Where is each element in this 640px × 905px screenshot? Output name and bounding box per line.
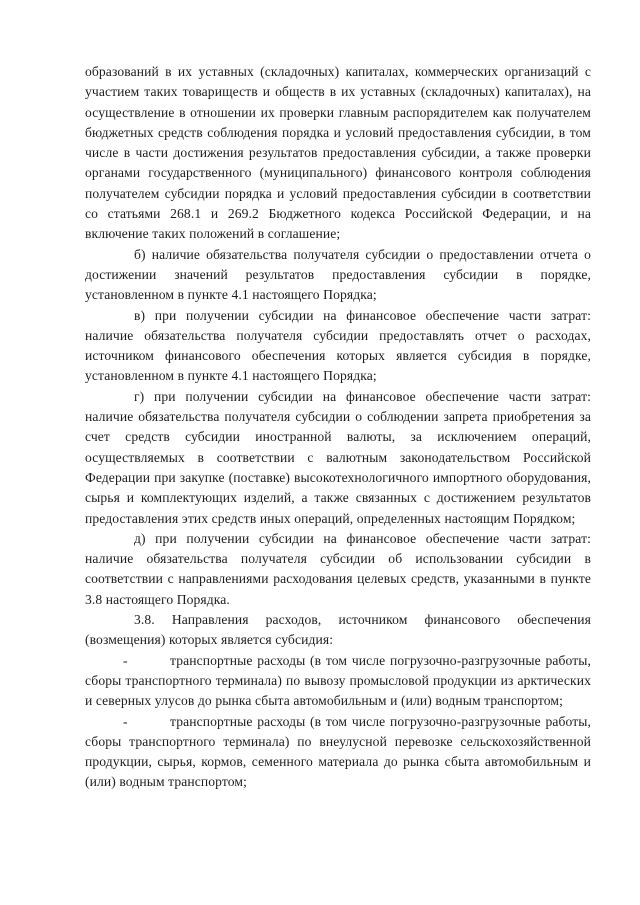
- paragraph-item-g: г) при получении субсидии на финансовое обеспечение части затрат: наличие обязательства получателя субсидии о соблюдении запрета приобретения за счет средств субсидии иностранной валюты, за исключением операций, осуществляемых в соответствии с валютным законодательством Российской Федерации при закупке (поставке) высокотехнологичного импортного оборудования, сырья и комплектующих изделий, а также связанных с достижением результатов предоставления этих средств иных операций, определенных настоящим Порядком;: [85, 388, 591, 526]
- paragraph-item-d: д) при получении субсидии на финансовое обеспечение части затрат: наличие обязательства получателя субсидии об использовании субсидии в соответствии с направлениями расходования целевых средств, указанными в пункте 3.8 настоящего Порядка.: [85, 530, 591, 607]
- paragraph-continuation: образований в их уставных (складочных) капиталах, коммерческих организаций с участием таких товариществ и обществ в их уставных (складочных) капиталах), на осуществление в отношении их проверки главным распорядителем как получателем бюджетных средств соблюдения порядка и условий предоставления субсидии, в том числе в части достижения результатов предоставления субсидии, а также проверки органами государственного (муниципального) финансового контроля соблюдения получателем субсидии порядка и условий предоставления субсидии в соответствии со статьями 268.1 и 269.2 Бюджетного кодекса Российской Федерации, и на включение таких положений в соглашение;: [85, 64, 591, 242]
- bullet-marker: -: [123, 713, 128, 729]
- bullet-item-2: [85, 712, 591, 793]
- document-body: [85, 62, 591, 793]
- paragraph-item-b: б) наличие обязательства получателя субсидии о предоставлении отчета о достижении значений результатов предоставления субсидии в порядке, установленном в пункте 4.1 настоящего Порядка;: [85, 246, 591, 303]
- paragraph-item-v: в) при получении субсидии на финансовое обеспечение части затрат: наличие обязательства получателя субсидии предоставлять отчет о расходах, источником финансового обеспечения которых является субсидия в порядке, установленном в пункте 4.1 настоящего Порядка;: [85, 307, 591, 384]
- bullet-marker: -: [123, 652, 128, 668]
- bullet-item-1: [85, 651, 591, 712]
- bullet-text-1: транспортные расходы (в том числе погрузочно-разгрузочные работы, сборы транспортного терминала) по вывозу промысловой продукции из арктических и северных улусов до рынка сбыта автомобильным и (или) водным транспортом;: [85, 652, 591, 709]
- paragraph-section-3-8: 3.8. Направления расходов, источником финансового обеспечения (возмещения) которых является субсидия:: [85, 612, 591, 648]
- bullet-text-2: транспортные расходы (в том числе погрузочно-разгрузочные работы, сборы транспортного терминала) по внеулусной перевозке сельскохозяйственной продукции, сырья, кормов, семенного материала до рынка сбыта автомобильным и (или) водным транспортом;: [85, 713, 591, 790]
